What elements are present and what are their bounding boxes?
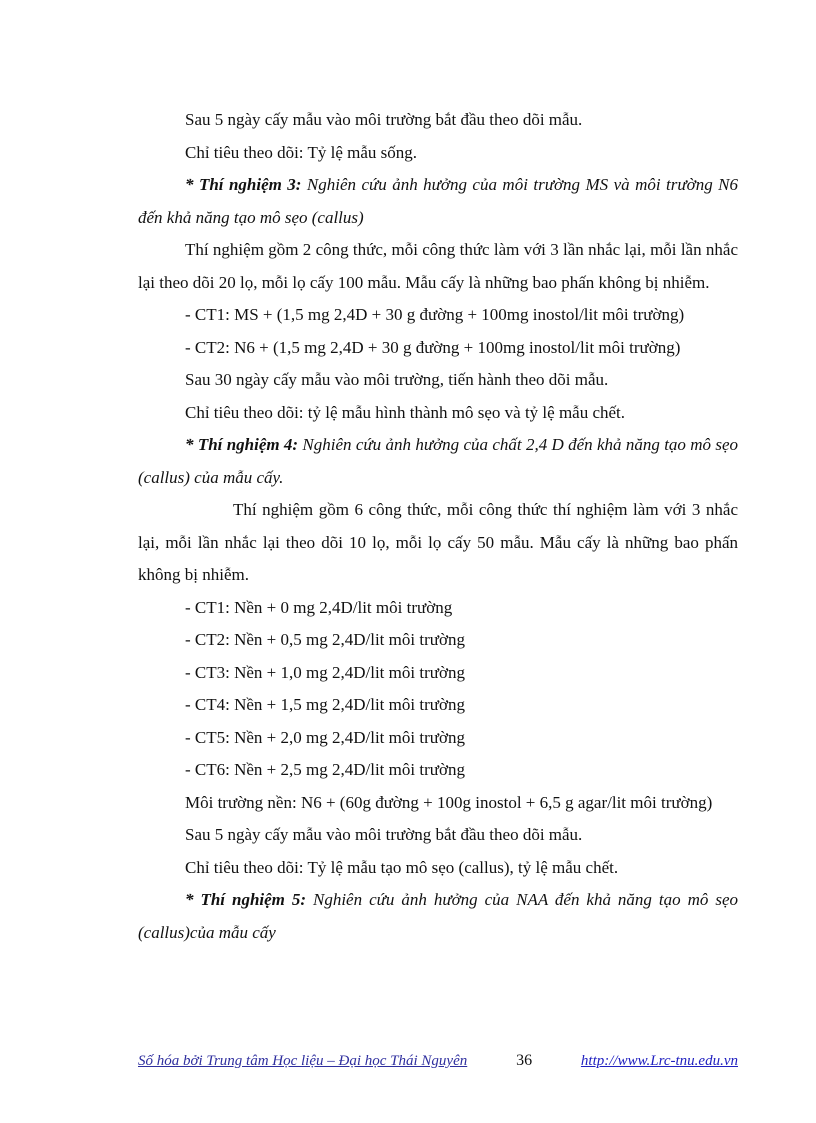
experiment-5-title: Nghiên cứu ảnh hưởng của NAA đến khả năng tạo mô sẹo (callus)của mẫu cấy [138, 890, 738, 942]
paragraph-base-medium: Môi trường nền: N6 + (60g đường + 100g inostol + 6,5 g agar/lit môi trường) [185, 792, 713, 812]
treatment-item: - CT2: N6 + (1,5 mg 2,4D + 30 g đường + 100mg inostol/lit môi trường) [185, 337, 681, 357]
experiment-3-label: * Thí nghiệm 3: [185, 175, 302, 194]
experiment-3-title: Nghiên cứu ảnh hưởng của môi trường MS và môi trường N6 đến khả năng tạo mô sẹo (callus) [138, 175, 738, 227]
page-number: 36 [516, 1052, 533, 1069]
treatment-item: - CT3: Nền + 1,0 mg 2,4D/lit môi trường [185, 662, 465, 682]
paragraph-follow-up-30: Sau 30 ngày cấy mẫu vào môi trường, tiến hành theo dõi mẫu. [185, 370, 609, 389]
experiment-4-title: Nghiên cứu ảnh hưởng của chất 2,4 D đến khả năng tạo mô sẹo (callus) của mẫu cấy. [138, 435, 739, 487]
experiment-4-heading [138, 429, 738, 494]
paragraph-follow-up-1: Sau 5 ngày cấy mẫu vào môi trường bắt đầu theo dõi mẫu. [185, 110, 583, 129]
experiment-3-description: Thí nghiệm gồm 2 công thức, mỗi công thức làm với 3 lần nhắc lại, mỗi lần nhắc lại theo dõi 20 lọ, mỗi lọ cấy 100 mẫu. Mẫu cấy là những bao phấn không bị nhiễm. [138, 240, 738, 292]
footer-digitized-note: Số hóa bởi Trung tâm Học liệu – Đại học Thái Nguyên [138, 1053, 468, 1069]
footer-link[interactable]: http://www.Lrc-tnu.edu.vn [580, 1053, 738, 1069]
paragraph-criteria-3: Chỉ tiêu theo dõi: Tỷ lệ mẫu tạo mô sẹo (callus), tỷ lệ mẫu chết. [185, 857, 619, 877]
treatment-item: - CT6: Nền + 2,5 mg 2,4D/lit môi trường [185, 760, 465, 779]
experiment-5-label: * Thí nghiệm 5: [185, 890, 307, 909]
page-footer [138, 1052, 738, 1070]
experiment-4-description: Thí nghiệm gồm 6 công thức, mỗi công thức thí nghiệm làm với 3 nhắc lại, mỗi lần nhắc lại theo dõi 10 lọ, mỗi lọ cấy 50 mẫu. Mẫu cấy là những bao phấn không bị nhiễm. [138, 500, 738, 584]
document-body [138, 104, 738, 949]
paragraph-criteria-1: Chỉ tiêu theo dõi: Tỷ lệ mẫu sống. [185, 142, 417, 162]
treatment-item: - CT2: Nền + 0,5 mg 2,4D/lit môi trường [185, 630, 465, 649]
paragraph-follow-up-2: Sau 5 ngày cấy mẫu vào môi trường bắt đầu theo dõi mẫu. [185, 825, 583, 844]
experiment-4-label: * Thí nghiệm 4: [185, 435, 299, 454]
treatment-item: - CT5: Nền + 2,0 mg 2,4D/lit môi trường [185, 727, 465, 747]
experiment-3-heading [138, 169, 738, 234]
treatment-item: - CT1: Nền + 0 mg 2,4D/lit môi trường [185, 597, 453, 617]
treatment-item: - CT4: Nền + 1,5 mg 2,4D/lit môi trường [185, 695, 465, 714]
experiment-5-heading [138, 884, 738, 949]
treatment-item: - CT1: MS + (1,5 mg 2,4D + 30 g đường + 100mg inostol/lit môi trường) [185, 305, 685, 324]
paragraph-criteria-2: Chỉ tiêu theo dõi: tỷ lệ mẫu hình thành mô sẹo và tỷ lệ mẫu chết. [185, 402, 626, 422]
